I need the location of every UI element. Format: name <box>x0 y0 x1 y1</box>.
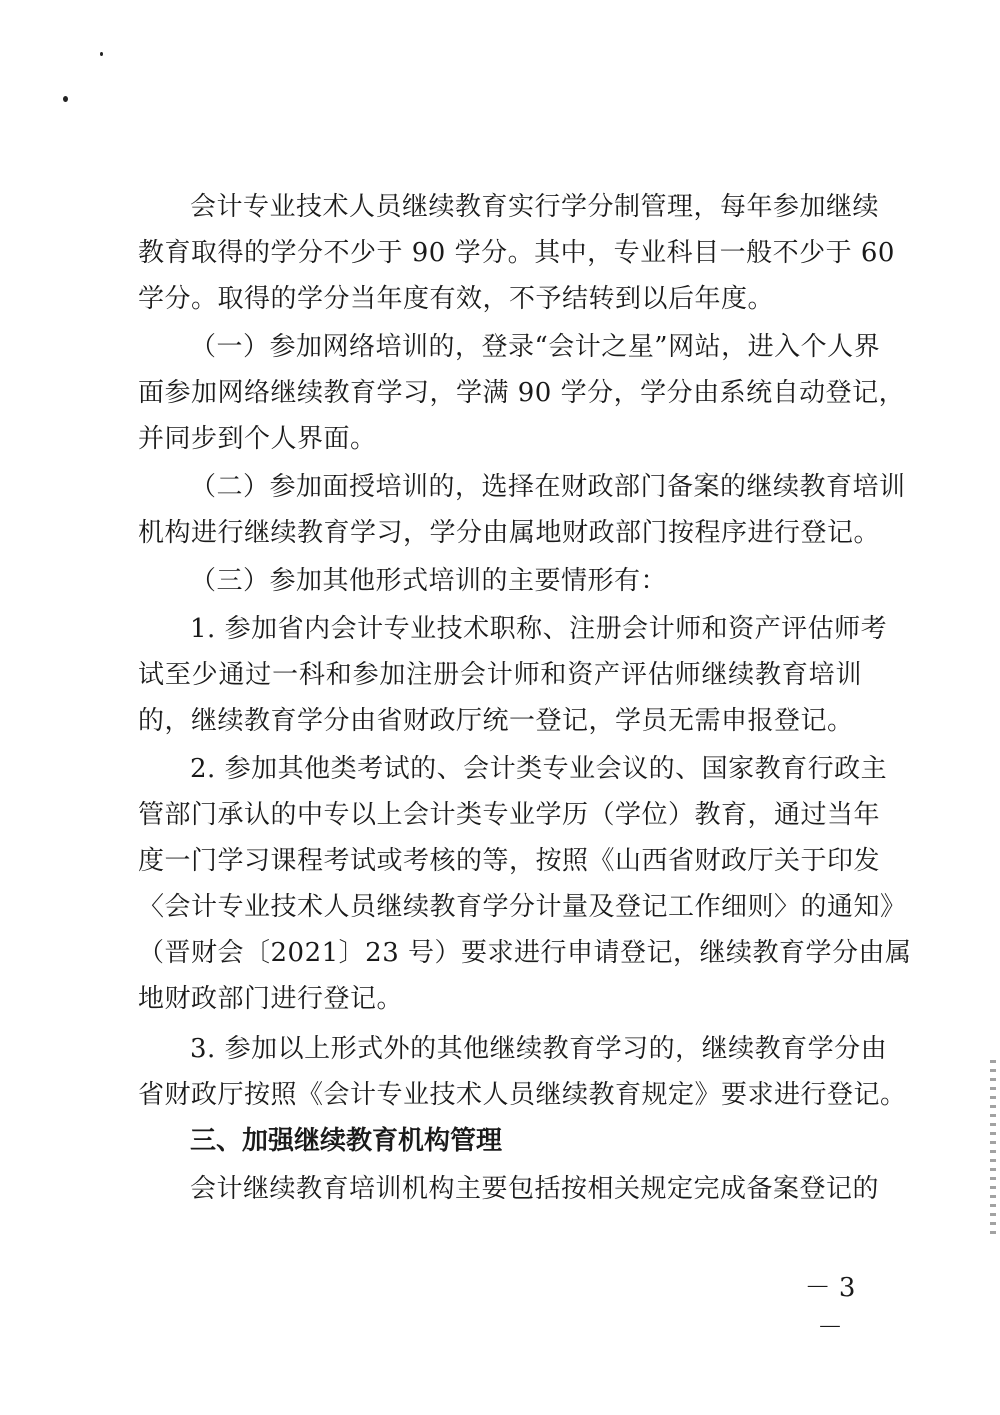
paragraph-line: 地财政部门进行登记。 <box>138 984 404 1014</box>
paragraph-line: 机构进行继续教育学习，学分由属地财政部门按程序进行登记。 <box>138 518 881 548</box>
paragraph-line: （晋财会〔2021〕23 号）要求进行申请登记，继续教育学分由属 <box>138 938 912 968</box>
paragraph-line: （三）参加其他形式培训的主要情形有： <box>190 566 668 596</box>
scan-speck <box>63 96 68 102</box>
paragraph-line: 的，继续教育学分由省财政厅统一登记，学员无需申报登记。 <box>138 706 854 736</box>
paragraph-line: 教育取得的学分不少于 90 学分。其中，专业科目一般不少于 60 <box>138 238 895 268</box>
paragraph-line: 度一门学习课程考试或考核的等，按照《山西省财政厅关于印发 <box>138 846 881 876</box>
page-number: － 3 － <box>804 1273 856 1343</box>
paragraph-line: （一）参加网络培训的，登录“会计之星”网站，进入个人界 <box>190 332 881 362</box>
paragraph-line: 会计继续教育培训机构主要包括按相关规定完成备案登记的 <box>190 1174 880 1204</box>
section-heading: 三、加强继续教育机构管理 <box>190 1126 503 1156</box>
paragraph-line: 1. 参加省内会计专业技术职称、注册会计师和资产评估师考 <box>190 614 888 644</box>
scan-speck <box>100 52 103 56</box>
paragraph-line: 学分。取得的学分当年度有效，不予结转到以后年度。 <box>138 284 775 314</box>
paragraph-line: 〈会计专业技术人员继续教育学分计量及登记工作细则〉的通知》 <box>138 892 907 922</box>
paragraph-line: （二）参加面授培训的，选择在财政部门备案的继续教育培训 <box>190 472 906 502</box>
paragraph-line: 并同步到个人界面。 <box>138 424 377 454</box>
paragraph-line: 面参加网络继续教育学习，学满 90 学分，学分由系统自动登记， <box>138 378 906 408</box>
paragraph-line: 会计专业技术人员继续教育实行学分制管理，每年参加继续 <box>190 192 880 222</box>
scan-edge-marks <box>990 1060 996 1240</box>
paragraph-line: 管部门承认的中专以上会计类专业学历（学位）教育，通过当年 <box>138 800 881 830</box>
paragraph-line: 3. 参加以上形式外的其他继续教育学习的，继续教育学分由 <box>190 1034 888 1064</box>
paragraph-line: 试至少通过一科和参加注册会计师和资产评估师继续教育培训 <box>138 660 862 690</box>
paragraph-line: 省财政厅按照《会计专业技术人员继续教育规定》要求进行登记。 <box>138 1080 907 1110</box>
paragraph-line: 2. 参加其他类考试的、会计类专业会议的、国家教育行政主 <box>190 754 888 784</box>
